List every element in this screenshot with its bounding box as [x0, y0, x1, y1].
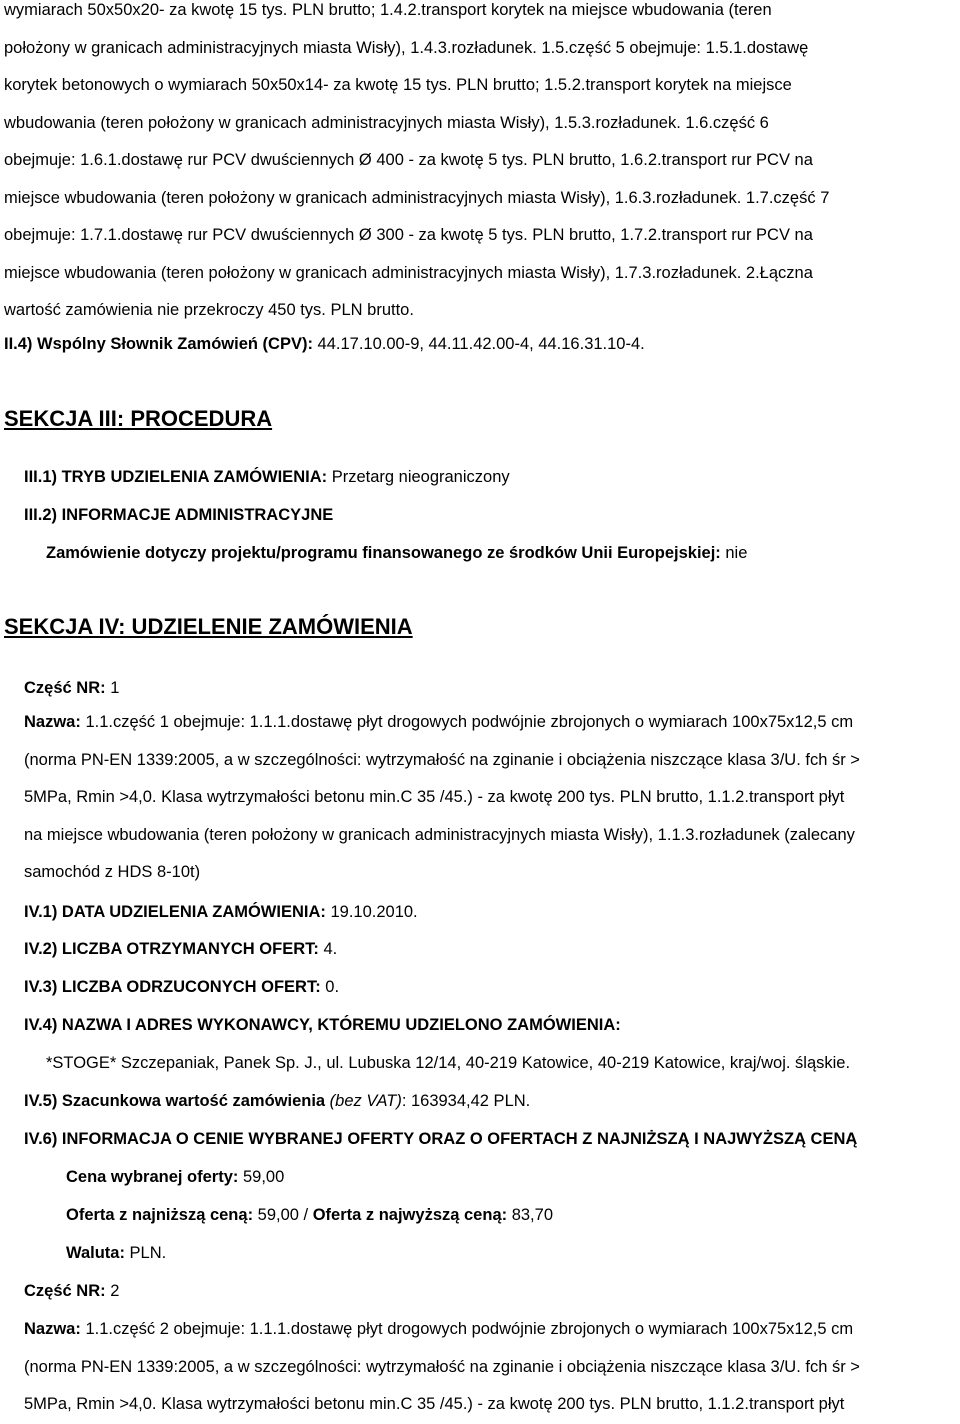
cpv-label: II.4) Wspólny Słownik Zamówień (CPV):	[4, 335, 313, 353]
name-label: Nazwa:	[24, 1320, 81, 1338]
info-admin-heading: III.2) INFORMACJE ADMINISTRACYJNE	[24, 506, 334, 524]
intro-line: miejsce wbudowania (teren położony w granicach administracyjnych miasta Wisły), 1.7.3.rozładunek. 2.Łączna	[4, 263, 813, 282]
offers-count-line: IV.2) LICZBA OTRZYMANYCH OFERT: 4.	[24, 940, 338, 958]
part-1-number: Część NR: 1	[24, 679, 120, 697]
rejected-count-line: IV.3) LICZBA ODRZUCONYCH OFERT: 0.	[24, 978, 340, 996]
intro-line: korytek betonowych o wymiarach 50x50x14- za kwotę 15 tys. PLN brutto; 1.5.2.transport korytek na miejsce	[4, 76, 792, 94]
section-3-heading: SEKCJA III: PROCEDURA	[4, 406, 273, 431]
name-line: 1.1.część 1 obejmuje: 1.1.1.dostawę płyt drogowych podwójnie zbrojonych o wymiarach 100x75x12,5 cm	[80, 713, 854, 731]
estimate-line: IV.5) Szacunkowa wartość zamówienia (bez VAT): 163934,42 PLN.	[24, 1092, 531, 1110]
tryb-label: III.1) TRYB UDZIELENIA ZAMÓWIENIA:	[24, 468, 328, 486]
part-2-number: Część NR: 2	[24, 1282, 120, 1300]
eu-value: nie	[720, 544, 748, 562]
intro-line: miejsce wbudowania (teren położony w granicach administracyjnych miasta Wisły), 1.6.3.rozładunek. 1.7.część 7	[4, 188, 830, 207]
name-line: samochód z HDS 8-10t)	[24, 863, 201, 881]
tryb-line	[24, 467, 510, 487]
name-line: 5MPa, Rmin >4,0. Klasa wytrzymałości betonu min.C 35 /45.) - za kwotę 200 tys. PLN brutto, 1.1.2.transport płyt	[24, 1395, 845, 1413]
price-info-heading: IV.6) INFORMACJA O CENIE WYBRANEJ OFERTY ORAZ O OFERTACH Z NAJNIŻSZĄ I NAJWYŻSZĄ CENĄ	[24, 1130, 858, 1148]
award-date-line: IV.1) DATA UDZIELENIA ZAMÓWIENIA: 19.10.2010.	[24, 903, 418, 921]
name-line: (norma PN-EN 1339:2005, a w szczególności: wytrzymałość na zginanie i obciążenia niszczące klasa 3/U. fch śr >	[24, 1357, 860, 1376]
intro-line: wbudowania (teren położony w granicach administracyjnych miasta Wisły), 1.5.3.rozładunek. 1.6.część 6	[4, 113, 769, 132]
name-line: (norma PN-EN 1339:2005, a w szczególności: wytrzymałość na zginanie i obciążenia niszczące klasa 3/U. fch śr >	[24, 750, 860, 769]
part-2-name	[24, 1311, 960, 1424]
name-line: na miejsce wbudowania (teren położony w granicach administracyjnych miasta Wisły), 1.1.3.rozładunek (zalecany	[24, 825, 855, 844]
name-label: Nazwa:	[24, 713, 81, 731]
cpv-value: 44.17.10.00-9, 44.11.42.00-4, 44.16.31.10-4.	[312, 335, 645, 353]
eu-funding-line	[46, 543, 747, 563]
name-line: 1.1.część 2 obejmuje: 1.1.1.dostawę płyt drogowych podwójnie zbrojonych o wymiarach 100x75x12,5 cm	[80, 1320, 854, 1338]
intro-line: wartość zamówienia nie przekroczy 450 tys. PLN brutto.	[4, 301, 414, 319]
currency-line: Waluta: PLN.	[66, 1244, 167, 1262]
intro-line: obejmuje: 1.7.1.dostawę rur PCV dwuściennych Ø 300 - za kwotę 5 tys. PLN brutto, 1.7.2.transport rur PCV na	[4, 226, 813, 244]
price-range-line: Oferta z najniższą ceną: 59,00 / Oferta z najwyższą ceną: 83,70	[66, 1206, 553, 1224]
cpv-line	[4, 334, 645, 354]
name-line: 5MPa, Rmin >4,0. Klasa wytrzymałości betonu min.C 35 /45.) - za kwotę 200 tys. PLN brutto, 1.1.2.transport płyt	[24, 788, 845, 806]
contractor-address: *STOGE* Szczepaniak, Panek Sp. J., ul. Lubuska 12/14, 40-219 Katowice, 40-219 Katowice, kraj/woj. śląskie.	[46, 1054, 851, 1072]
contractor-heading: IV.4) NAZWA I ADRES WYKONAWCY, KTÓREMU UDZIELONO ZAMÓWIENIA:	[24, 1016, 621, 1034]
intro-line: wymiarach 50x50x20- za kwotę 15 tys. PLN brutto; 1.4.2.transport korytek na miejsce wbudowania (teren	[4, 1, 772, 19]
intro-line: położony w granicach administracyjnych miasta Wisły), 1.4.3.rozładunek. 1.5.część 5 obejmuje: 1.5.1.dostawę	[4, 38, 809, 57]
eu-label: Zamówienie dotyczy projektu/programu finansowanego ze środków Unii Europejskiej:	[46, 544, 721, 562]
section-4-heading: SEKCJA IV: UDZIELENIE ZAMÓWIENIA	[4, 614, 413, 639]
tryb-value: Przetarg nieograniczony	[327, 468, 510, 486]
intro-line: obejmuje: 1.6.1.dostawę rur PCV dwuściennych Ø 400 - za kwotę 5 tys. PLN brutto, 1.6.2.transport rur PCV na	[4, 151, 813, 169]
chosen-price-line: Cena wybranej oferty: 59,00	[66, 1168, 285, 1186]
intro-paragraph	[4, 0, 960, 330]
part-1-name	[24, 704, 960, 892]
